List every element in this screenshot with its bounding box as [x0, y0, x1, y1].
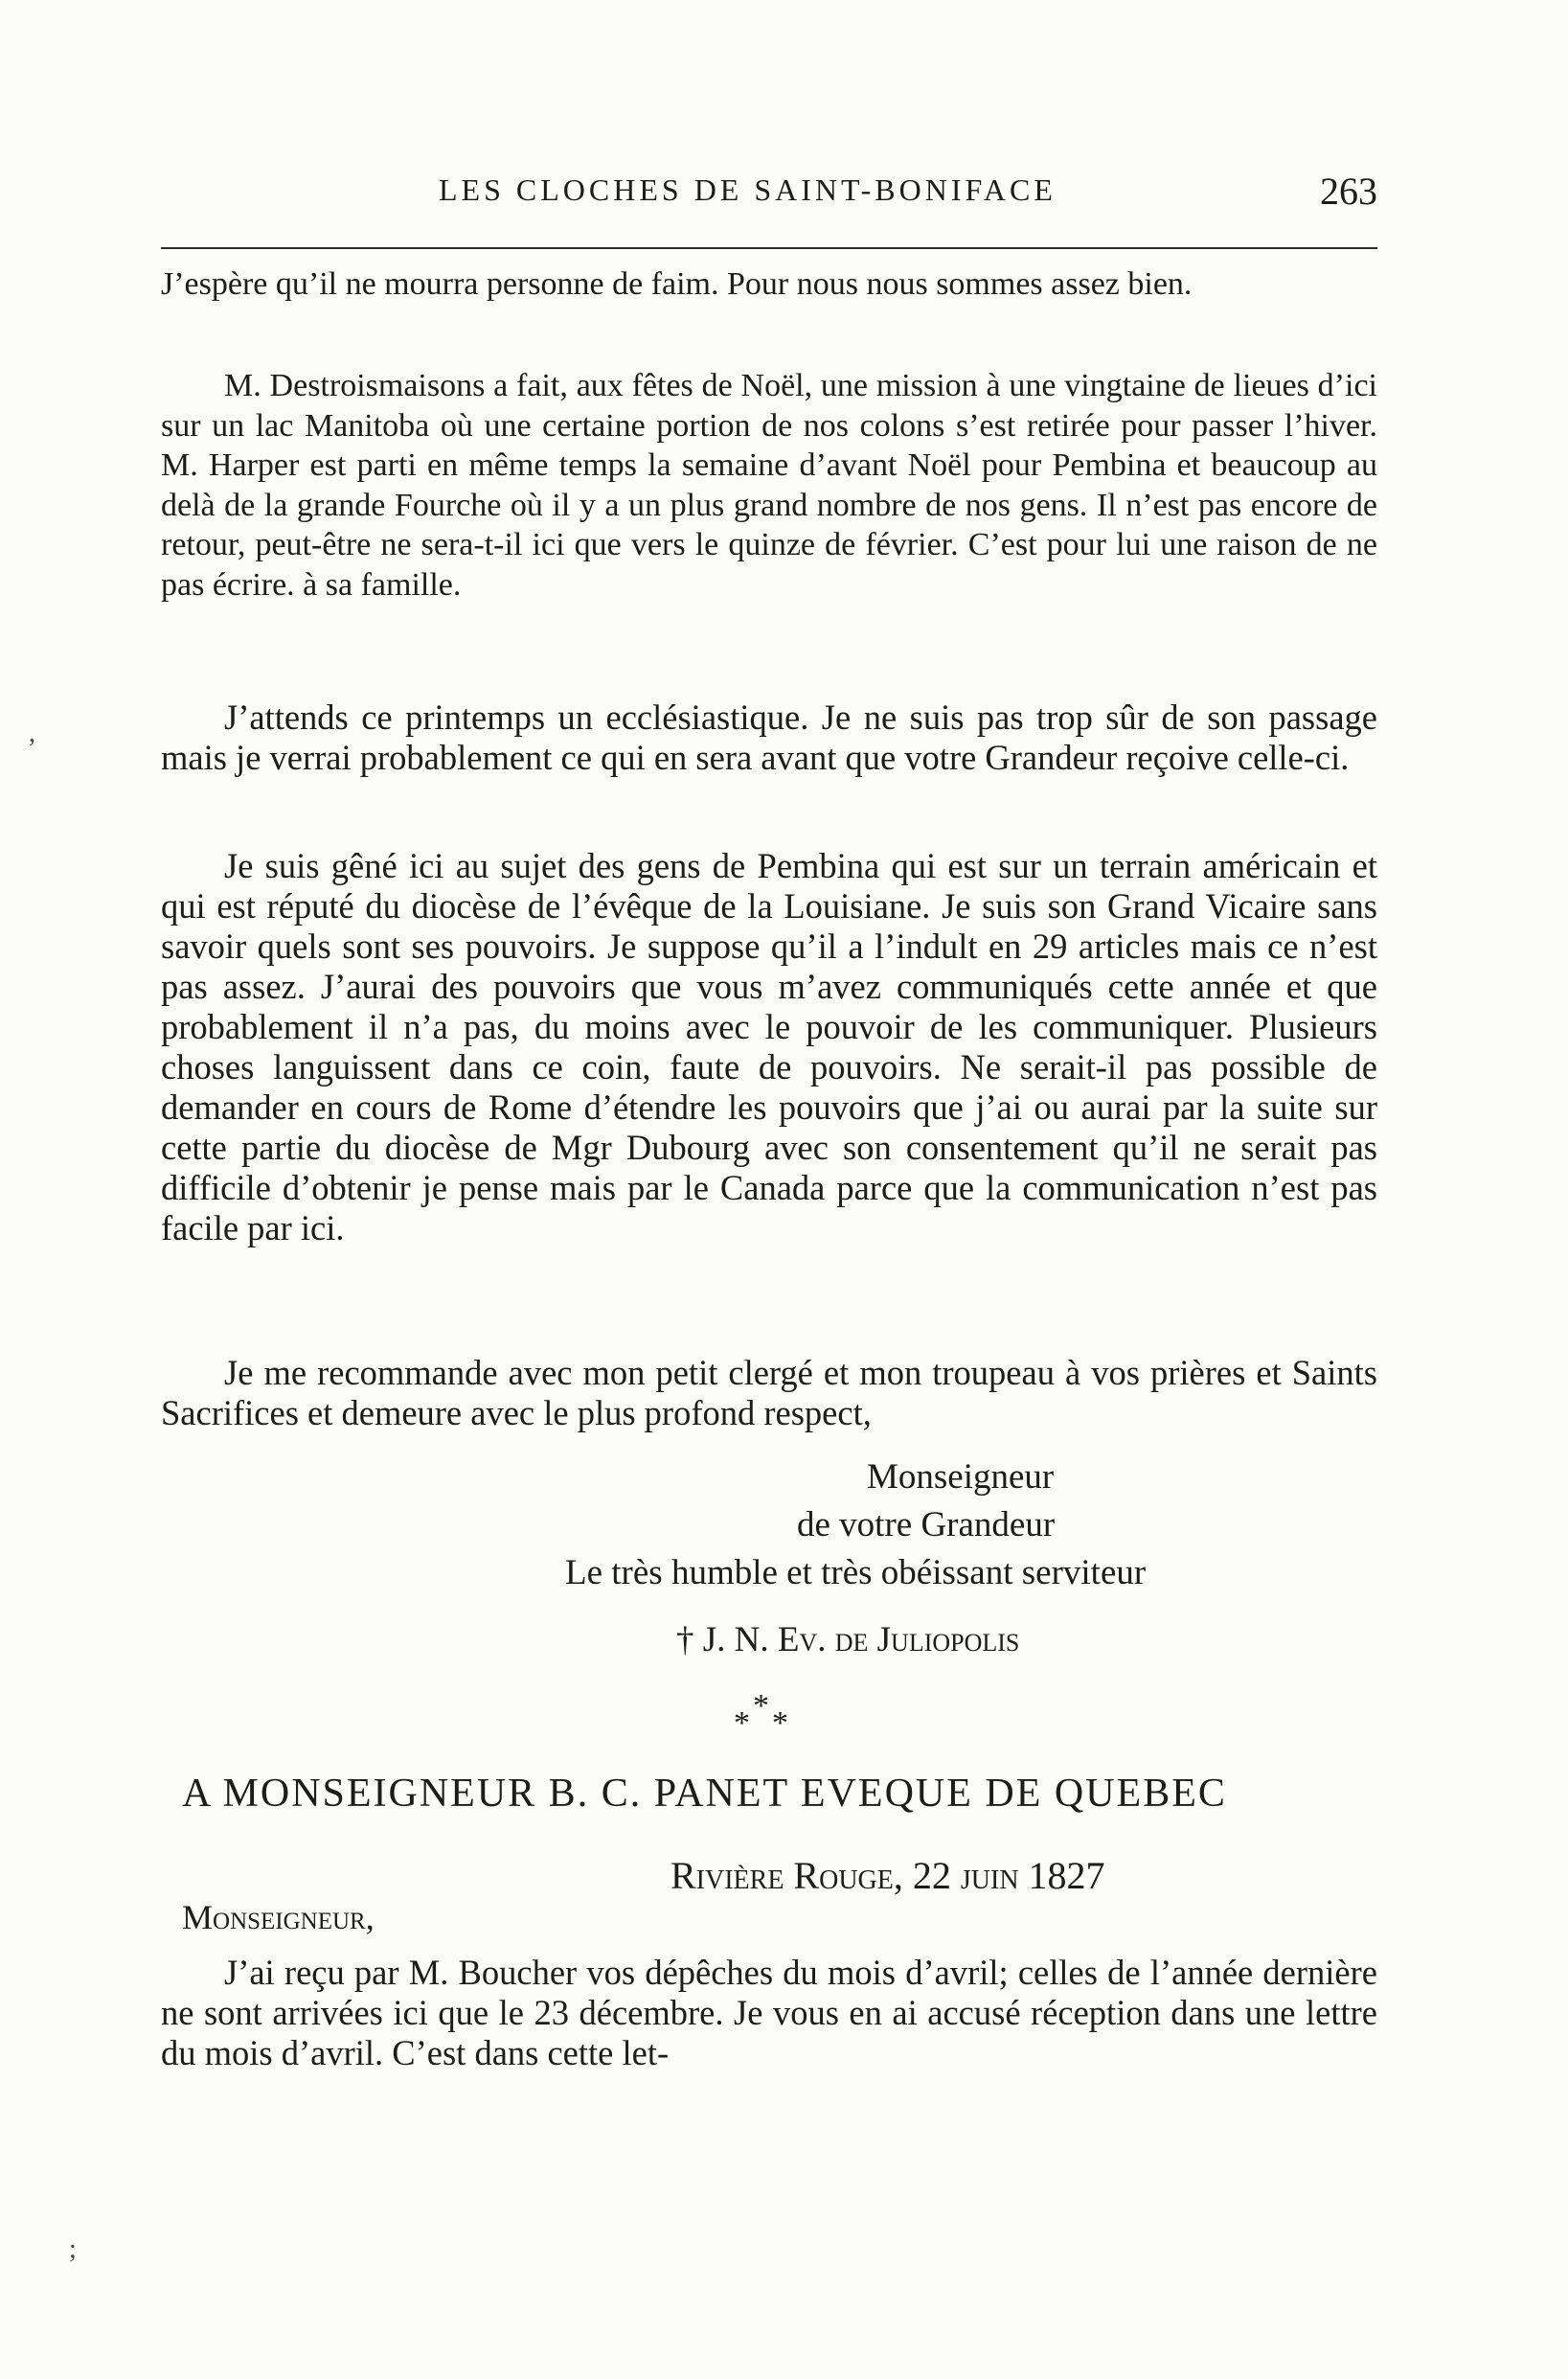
signature-prefix: † J. N.: [676, 1620, 778, 1659]
paragraph-4: Je suis gêné ici au sujet des gens de Pembina qui est sur un terrain américain et qui est réputé du diocèse de l’évêque de la Louisiane. Je suis son Grand Vicaire sans savoir quels sont ses pouvoirs. Je suppose qu’il a l’indult en 29 articles mais ce n’est pas assez. J’aurai des pouvoirs que vous m’avez communiqués cette année et que probablement il n’a pas, du moins avec le pouvoir de les communiquer. Plusieurs choses languissent dans ce coin, faute de pouvoirs. Ne serait-il pas possible de demander en cours de Rome d’étendre les pouvoirs que j’ai ou aurai par la suite sur cette partie du diocèse de Mgr Dubourg avec son consentement qu’il ne serait pas difficile d’obtenir je pense mais par le Canada parce que la communication n’est pas facile par ici.: [161, 846, 1377, 1247]
paragraph-3: J’attends ce printemps un ecclésiastique. Je ne suis pas trop sûr de son passage mais je verrai probablement ce qui en sera avant que votre Grandeur reçoive celle-ci.: [161, 698, 1377, 777]
paragraph-2-block: [161, 366, 1377, 605]
signature: [676, 1619, 1019, 1660]
page-header: [161, 172, 1377, 220]
letter-dateline: Rivière Rouge, 22 juin 1827: [670, 1854, 1105, 1897]
paragraph-5-block: [161, 1353, 1377, 1433]
paragraph-4-block: [161, 846, 1377, 1248]
running-title: LES CLOCHES DE SAINT-BONIFACE: [439, 172, 1057, 207]
letter-salutation: Monseigneur,: [182, 1898, 375, 1936]
letter-paragraph: J’ai reçu par M. Boucher vos dépêches du mois d’avril; celles de l’année dernière ne sont arrivées ici que le 23 décembre. Je vous en ai accusé réception dans une lettre du mois d’avril. C’est dans cette let-: [161, 1953, 1377, 2072]
separator-star: *: [772, 1705, 788, 1741]
closing-line-2: de votre Grandeur: [797, 1505, 1056, 1544]
header-rule: [161, 247, 1377, 249]
separator-star: *: [753, 1688, 769, 1724]
paragraph-2: M. Destroismaisons a fait, aux fêtes de Noël, une mission à une vingtaine de lieues d’ici sur un lac Manitoba où une certaine portion de nos colons s’est retirée pour passer l’hiver. M. Harper est parti en même temps la semaine d’avant Noël pour Pembina et beaucoup au delà de la grande Fourche où il y a un plus grand nombre de nos gens. Il n’est pas encore de retour, peut-être ne sera-t-il ici que vers le quinze de février. C’est pour lui une raison de ne pas écrire. à sa famille.: [161, 368, 1377, 603]
margin-mark: ;: [69, 2234, 77, 2264]
paragraph-5: Je me recommande avec mon petit clergé et mon troupeau à vos prières et Saints Sacrifices et demeure avec le plus profond respect,: [161, 1353, 1377, 1432]
separator-star: *: [734, 1705, 750, 1741]
section-separator: [728, 1688, 805, 1755]
closing-line-3: Le très humble et très obéissant serviteur: [565, 1553, 1147, 1592]
letter-paragraph-block: [161, 1953, 1377, 2073]
signature-name: Ev. de Juliopolis: [777, 1620, 1020, 1659]
page-number: 263: [1320, 170, 1377, 213]
letter-heading: A MONSEIGNEUR B. C. PANET EVEQUE DE QUEBEC: [182, 1772, 1227, 1816]
paragraph-1: J’espère qu’il ne mourra personne de faim. Pour nous nous sommes assez bien.: [161, 266, 1193, 302]
closing-line-1: Monseigneur: [867, 1457, 1055, 1497]
margin-mark: ,: [29, 719, 35, 748]
paragraph-3-block: [161, 698, 1377, 778]
paragraph-1-block: [161, 264, 1377, 305]
